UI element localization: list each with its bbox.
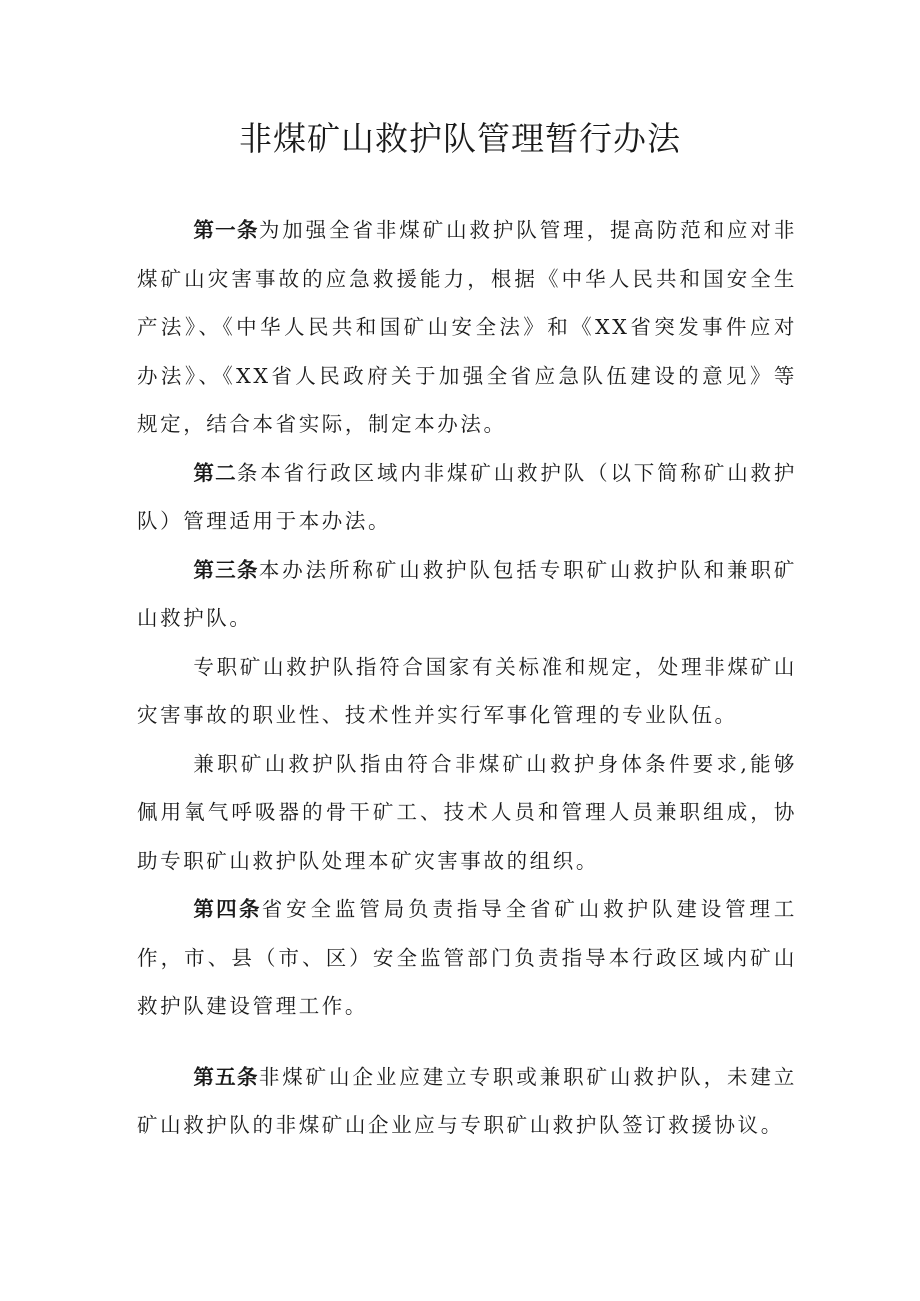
article-text: 非煤矿山企业应建立专职或兼职矿山救护队，未建立矿山救护队的非煤矿山企业应与专职矿山救护队签订救援协议。 [137, 1064, 797, 1137]
article-text: 为加强全省非煤矿山救护队管理，提高防范和应对非煤矿山灾害事故的应急救援能力，根据《中华人民共和国安全生产法》、《中华人民共和国矿山安全法》和《XX省突发事件应对办法》、《XX省人民政府关于加强全省应急队伍建设的意见》等规定，结合本省实际，制定本办法。 [137, 218, 797, 436]
article-3-paragraph [137, 546, 797, 643]
article-label: 第二 [193, 460, 237, 485]
document-body [137, 206, 797, 1150]
article-5-paragraph [137, 1053, 797, 1150]
article-3-subparagraph-fulltime [137, 643, 797, 740]
document-title: 非煤矿山救护队管理暂行办法 [239, 119, 681, 158]
article-3-subparagraph-parttime [137, 740, 797, 886]
article-label: 第一条 [193, 218, 259, 242]
article-2-paragraph [137, 449, 797, 546]
article-label: 第四条 [193, 897, 262, 921]
article-text: 省安全监管局负责指导全省矿山救护队建设管理工作，市、县（市、区）安全监管部门负责指导本行政区域内矿山救护队建设管理工作。 [137, 897, 798, 1018]
article-text: 专职矿山救护队指符合国家有关标准和规定，处理非煤矿山灾害事故的职业性、技术性并实行军事化管理的专业队伍。 [137, 654, 797, 727]
article-text: 条本省行政区域内非煤矿山救护队（以下简称矿山救护队）管理适用于本办法。 [137, 460, 797, 533]
article-text: 本办法所称矿山救护队包括专职矿山救护队和兼职矿山救护队。 [137, 557, 797, 630]
article-4-paragraph [137, 885, 797, 1031]
article-label: 第三条 [193, 557, 259, 582]
article-1-paragraph [137, 206, 797, 449]
article-text: 兼职矿山救护队指由符合非煤矿山救护身体条件要求,能够佩用氧气呼吸器的骨干矿工、技术人员和管理人员兼职组成，协助专职矿山救护队处理本矿灾害事故的组织。 [137, 751, 797, 873]
article-label: 第五条 [193, 1064, 259, 1089]
